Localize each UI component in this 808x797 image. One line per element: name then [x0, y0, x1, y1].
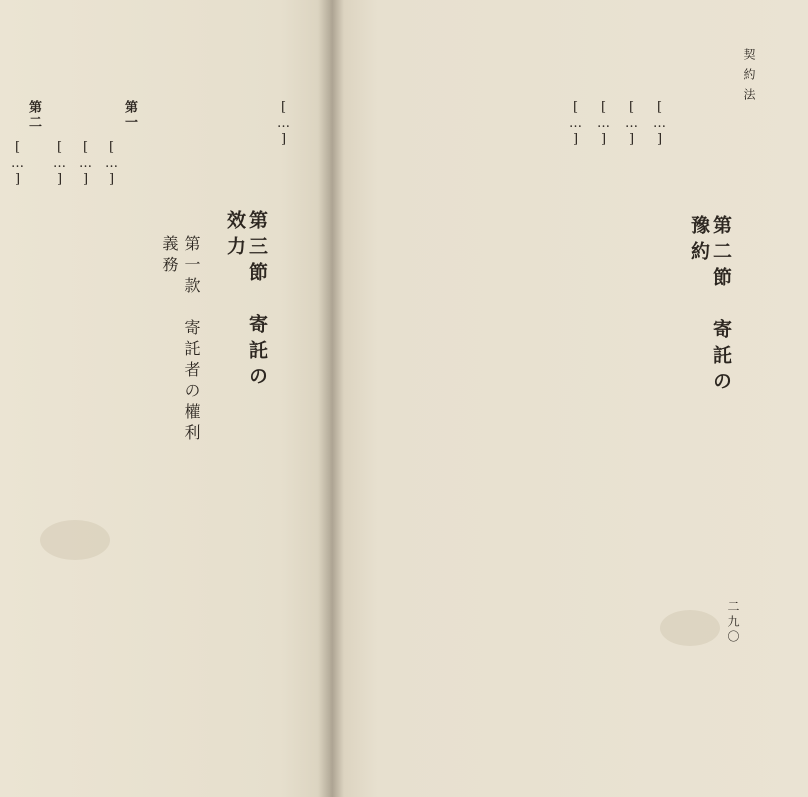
paragraph-2: […] — [624, 100, 639, 148]
item-1-paragraph-1: […] — [104, 140, 119, 188]
paragraph-3: […] — [596, 100, 611, 148]
item-1-paragraph-2: […] — [78, 140, 93, 188]
paragraph-1: […] — [652, 100, 667, 148]
running-head: 契約法 — [742, 48, 756, 108]
subsection-heading: 第一款 寄託者の權利義務 — [160, 235, 201, 445]
item-1-paragraph-3: […] — [52, 140, 67, 188]
page-number: 二九〇 — [726, 600, 740, 645]
section-heading-2: 第二節 寄託の豫約 — [688, 215, 732, 397]
section-heading-3: 第三節 寄託の效力 — [224, 210, 268, 392]
item-label-1: 第一 — [122, 100, 137, 130]
book-gutter — [318, 0, 344, 797]
item-2-paragraph: […] — [10, 140, 25, 188]
item-label-2: 第二 — [26, 100, 41, 130]
paragraph-4: […] — [568, 100, 583, 148]
paragraph-left-top: […] — [276, 100, 291, 148]
page-stain — [660, 610, 720, 646]
